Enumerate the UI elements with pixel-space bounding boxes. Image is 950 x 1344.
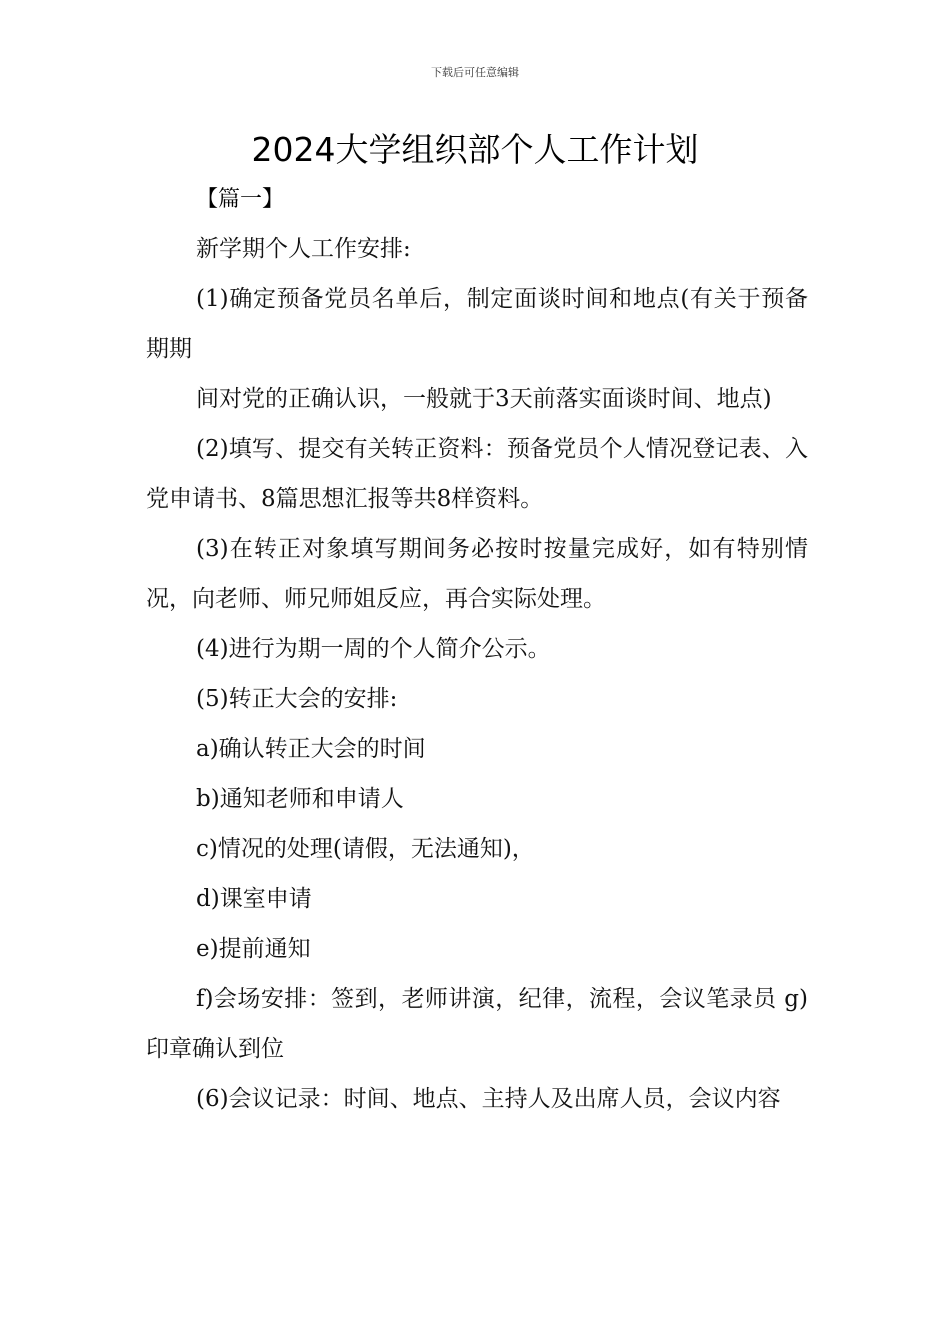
paragraph-item-5e: e)提前通知 xyxy=(196,936,311,962)
paragraph-item-5c: c)情况的处理(请假，无法通知)， xyxy=(196,836,535,862)
paragraph-item-2: (2)填写、提交有关转正资料：预备党员个人情况登记表、入党申请书、8篇思想汇报等共8样资料。 xyxy=(146,436,808,512)
paragraph-item-5f: f)会场安排：签到，老师讲演，纪律，流程，会议笔录员 g)印章确认到位 xyxy=(146,986,808,1062)
paragraph-intro: 新学期个人工作安排: xyxy=(196,236,411,262)
paragraph-item-5d: d)课室申请 xyxy=(196,886,312,912)
paragraph-item-3: (3)在转正对象填写期间务必按时按量完成好，如有特别情况，向老师、师兄师姐反应，再合实际处理。 xyxy=(146,536,808,612)
paragraph-item-5: (5)转正大会的安排: xyxy=(196,686,398,712)
header-note: 下载后可任意编辑 xyxy=(431,66,519,79)
paragraph-item-4: (4)进行为期一周的个人简介公示。 xyxy=(196,636,551,662)
paragraph-item-1-part-1: (1)确定预备党员名单后，制定面谈时间和地点(有关于预备期期 xyxy=(146,286,808,362)
paragraph-item-5b: b)通知老师和申请人 xyxy=(196,786,404,812)
document-body xyxy=(146,224,808,1124)
document-title: 2024大学组织部个人工作计划 xyxy=(251,130,699,169)
paragraph-item-1-part-2: 间对党的正确认识，一般就于3天前落实面谈时间、地点) xyxy=(196,386,772,412)
paragraph-item-5a: a)确认转正大会的时间 xyxy=(196,736,426,762)
section-heading: 【篇一】 xyxy=(196,187,285,212)
paragraph-item-6: (6)会议记录：时间、地点、主持人及出席人员，会议内容 xyxy=(196,1086,781,1112)
